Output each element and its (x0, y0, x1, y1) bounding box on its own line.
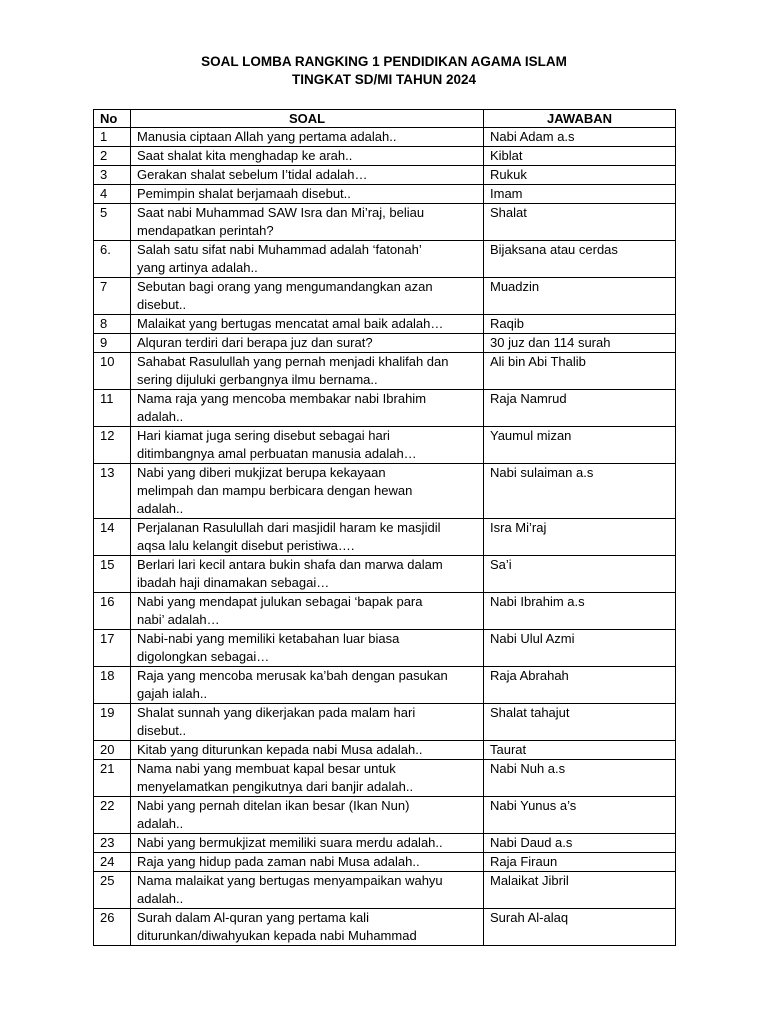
question-line: Perjalanan Rasulullah dari masjidil haram ke masjidil (137, 520, 441, 535)
row-number: 15 (94, 556, 131, 593)
question-cell (131, 334, 484, 353)
answer-cell: Muadzin (484, 278, 676, 315)
question-line: Nabi-nabi yang memiliki ketabahan luar biasa (137, 631, 400, 646)
question-line: Raja yang mencoba merusak ka’bah dengan pasukan (137, 668, 448, 683)
answer-cell: Malaikat Jibril (484, 872, 676, 909)
table-row (94, 797, 676, 834)
table-row (94, 464, 676, 519)
question-line: menyelamatkan pengikutnya dari banjir adalah.. (137, 779, 414, 794)
answer-cell: Nabi Adam a.s (484, 128, 676, 147)
table-row (94, 760, 676, 797)
question-line: Nabi yang mendapat julukan sebagai ‘bapak para (137, 594, 423, 609)
table-row (94, 166, 676, 185)
row-number: 4 (94, 185, 131, 204)
document-title: SOAL LOMBA RANGKING 1 PENDIDIKAN AGAMA ISLAM (201, 54, 567, 69)
row-number: 25 (94, 872, 131, 909)
question-line: Saat shalat kita menghadap ke arah.. (137, 148, 353, 163)
answer-cell: Surah Al-alaq (484, 909, 676, 946)
answer-cell: Shalat (484, 204, 676, 241)
table-row (94, 834, 676, 853)
question-line: Alquran terdiri dari berapa juz dan surat? (137, 335, 373, 350)
question-cell (131, 704, 484, 741)
question-cell (131, 185, 484, 204)
question-cell (131, 464, 484, 519)
question-line: yang artinya adalah.. (137, 260, 258, 275)
question-cell (131, 797, 484, 834)
row-number: 20 (94, 741, 131, 760)
answer-cell: Nabi Ibrahim a.s (484, 593, 676, 630)
question-cell (131, 278, 484, 315)
question-cell (131, 760, 484, 797)
table-row (94, 872, 676, 909)
answer-cell: Nabi Nuh a.s (484, 760, 676, 797)
question-cell (131, 834, 484, 853)
row-number: 9 (94, 334, 131, 353)
question-line: Pemimpin shalat berjamaah disebut.. (137, 186, 351, 201)
table-row (94, 204, 676, 241)
question-line: gajah ialah.. (137, 686, 208, 701)
table-header-row (94, 110, 676, 128)
question-cell (131, 853, 484, 872)
table-row (94, 241, 676, 278)
table-row (94, 556, 676, 593)
question-line: aqsa lalu kelangit disebut peristiwa…. (137, 538, 355, 553)
question-cell (131, 872, 484, 909)
question-line: sering dijuluki gerbangnya ilmu bernama.. (137, 372, 378, 387)
answer-cell: Nabi Daud a.s (484, 834, 676, 853)
answer-cell: Raqib (484, 315, 676, 334)
question-line: digolongkan sebagai… (137, 649, 270, 664)
row-number: 24 (94, 853, 131, 872)
question-line: Sebutan bagi orang yang mengumandangkan azan (137, 279, 433, 294)
row-number: 8 (94, 315, 131, 334)
answer-cell: Isra Mi’raj (484, 519, 676, 556)
question-line: diturunkan/diwahyukan kepada nabi Muhammad (137, 928, 417, 943)
question-line: nabi’ adalah… (137, 612, 220, 627)
question-line: Kitab yang diturunkan kepada nabi Musa adalah.. (137, 742, 423, 757)
question-line: adalah.. (137, 816, 184, 831)
row-number: 23 (94, 834, 131, 853)
row-number: 16 (94, 593, 131, 630)
table-row (94, 519, 676, 556)
row-number: 12 (94, 427, 131, 464)
table-row (94, 704, 676, 741)
question-line: disebut.. (137, 723, 187, 738)
answer-cell: 30 juz dan 114 surah (484, 334, 676, 353)
answer-cell: Imam (484, 185, 676, 204)
table-row (94, 853, 676, 872)
column-header-jawaban: JAWABAN (484, 110, 676, 128)
document-subtitle: TINGKAT SD/MI TAHUN 2024 (291, 72, 477, 87)
table-row (94, 593, 676, 630)
row-number: 1 (94, 128, 131, 147)
question-line: Berlari lari kecil antara bukin shafa dan marwa dalam (137, 557, 443, 572)
answer-cell: Yaumul mizan (484, 427, 676, 464)
question-cell (131, 353, 484, 390)
question-line: adalah.. (137, 409, 184, 424)
answer-cell: Taurat (484, 741, 676, 760)
table-row (94, 334, 676, 353)
question-line: disebut.. (137, 297, 187, 312)
question-cell (131, 909, 484, 946)
question-line: Salah satu sifat nabi Muhammad adalah ‘fatonah’ (137, 242, 422, 257)
answer-cell: Ali bin Abi Thalib (484, 353, 676, 390)
question-cell (131, 128, 484, 147)
question-cell (131, 519, 484, 556)
question-line: Nama malaikat yang bertugas menyampaikan wahyu (137, 873, 443, 888)
question-cell (131, 741, 484, 760)
answer-cell: Kiblat (484, 147, 676, 166)
row-number: 6. (94, 241, 131, 278)
table-body (94, 128, 676, 946)
row-number: 19 (94, 704, 131, 741)
table-row (94, 128, 676, 147)
table-row (94, 630, 676, 667)
question-line: Raja yang hidup pada zaman nabi Musa adalah.. (137, 854, 420, 869)
answer-cell: Nabi sulaiman a.s (484, 464, 676, 519)
column-header-no: No (94, 110, 131, 128)
row-number: 3 (94, 166, 131, 185)
question-cell (131, 390, 484, 427)
row-number: 10 (94, 353, 131, 390)
question-cell (131, 556, 484, 593)
question-line: Nabi yang diberi mukjizat berupa kekayaan (137, 465, 386, 480)
table-row (94, 909, 676, 946)
row-number: 5 (94, 204, 131, 241)
question-line: Manusia ciptaan Allah yang pertama adalah.. (137, 129, 397, 144)
table-row (94, 427, 676, 464)
question-line: Nabi yang bermukjizat memiliki suara merdu adalah.. (137, 835, 443, 850)
question-line: Nama nabi yang membuat kapal besar untuk (137, 761, 396, 776)
answer-cell: Sa’i (484, 556, 676, 593)
answer-cell: Raja Namrud (484, 390, 676, 427)
question-cell (131, 667, 484, 704)
answer-cell: Rukuk (484, 166, 676, 185)
question-cell (131, 630, 484, 667)
row-number: 14 (94, 519, 131, 556)
row-number: 21 (94, 760, 131, 797)
table-row (94, 147, 676, 166)
table-row (94, 667, 676, 704)
table-row (94, 353, 676, 390)
column-header-soal: SOAL (131, 110, 484, 128)
question-line: Malaikat yang bertugas mencatat amal baik adalah… (137, 316, 444, 331)
answer-cell: Nabi Yunus a’s (484, 797, 676, 834)
question-line: adalah.. (137, 501, 184, 516)
table-row (94, 185, 676, 204)
row-number: 7 (94, 278, 131, 315)
question-cell (131, 427, 484, 464)
row-number: 13 (94, 464, 131, 519)
question-line: mendapatkan perintah? (137, 223, 274, 238)
table-row (94, 741, 676, 760)
table-row (94, 315, 676, 334)
row-number: 11 (94, 390, 131, 427)
question-line: ditimbangnya amal perbuatan manusia adalah… (137, 446, 417, 461)
question-line: Sahabat Rasulullah yang pernah menjadi khalifah dan (137, 354, 449, 369)
row-number: 18 (94, 667, 131, 704)
question-line: melimpah dan mampu berbicara dengan hewan (137, 483, 413, 498)
question-line: Nama raja yang mencoba membakar nabi Ibrahim (137, 391, 427, 406)
row-number: 26 (94, 909, 131, 946)
question-line: ibadah haji dinamakan sebagai… (137, 575, 330, 590)
row-number: 22 (94, 797, 131, 834)
answer-cell: Raja Abrahah (484, 667, 676, 704)
row-number: 17 (94, 630, 131, 667)
question-table (93, 109, 676, 946)
question-line: adalah.. (137, 891, 184, 906)
table-row (94, 278, 676, 315)
question-cell (131, 315, 484, 334)
question-cell (131, 147, 484, 166)
question-cell (131, 166, 484, 185)
answer-cell: Nabi Ulul Azmi (484, 630, 676, 667)
question-cell (131, 593, 484, 630)
question-cell (131, 241, 484, 278)
question-line: Nabi yang pernah ditelan ikan besar (Ikan Nun) (137, 798, 410, 813)
answer-cell: Shalat tahajut (484, 704, 676, 741)
question-line: Saat nabi Muhammad SAW Isra dan Mi’raj, beliau (137, 205, 425, 220)
table-row (94, 390, 676, 427)
row-number: 2 (94, 147, 131, 166)
answer-cell: Bijaksana atau cerdas (484, 241, 676, 278)
answer-cell: Raja Firaun (484, 853, 676, 872)
question-line: Hari kiamat juga sering disebut sebagai hari (137, 428, 390, 443)
question-cell (131, 204, 484, 241)
question-line: Surah dalam Al-quran yang pertama kali (137, 910, 369, 925)
question-line: Shalat sunnah yang dikerjakan pada malam hari (137, 705, 416, 720)
question-line: Gerakan shalat sebelum I’tidal adalah… (137, 167, 368, 182)
